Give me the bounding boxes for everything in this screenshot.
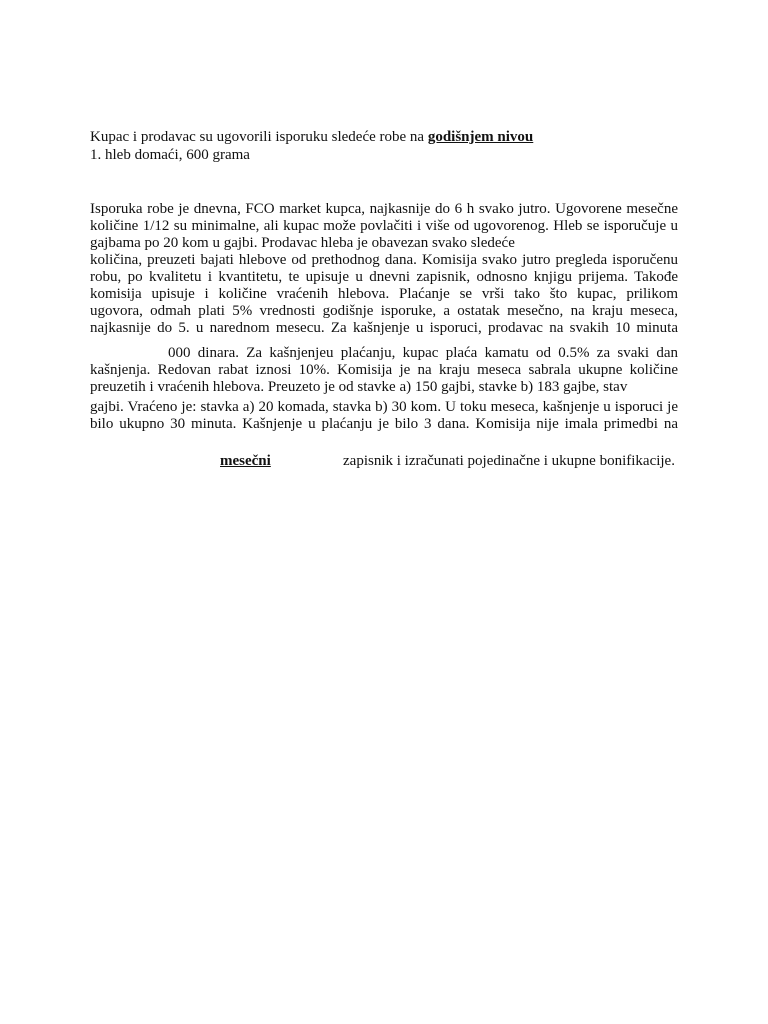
body-line-text: gajbama po 20 kom u gajbi. Prodavac hleba je obavezan svako sledeće: [90, 235, 515, 251]
item-text: 1. hleb domaći, 600 grama: [90, 147, 250, 163]
body-line-text: kašnjenja. Redovan rabat iznosi 10%. Komisija je na kraju meseca sabrala ukupne količine: [90, 362, 678, 378]
closing-emphasis-line: [220, 453, 271, 470]
body-line-text: količine 1/12 su minimalne, ali kupac može povlačiti i više od ugovorenog. Hleb se isporučuje u: [90, 218, 678, 234]
intro-emphasis: godišnjem nivou: [427, 129, 534, 145]
item-line: [90, 147, 250, 164]
body-line-text: preuzetih i vraćenih hlebova. Preuzeto je od stavke a) 150 gajbi, stavke b) 183 gajbe, stav: [90, 379, 628, 395]
body-line: [90, 416, 678, 433]
body-line-text: gajbi. Vraćeno je: stavka a) 20 komada, stavka b) 30 kom. U toku meseca, kašnjenje u isporuci je: [90, 399, 678, 415]
body-line-text: ugovora, odmah plati 5% vrednosti godišnje isporuke, a ostatak mesečno, na kraju meseca,: [90, 303, 678, 319]
body-line-text: najkasnije do 5. u narednom mesecu. Za kašnjenje u isporuci, prodavac na svakih 10 minuta: [90, 320, 678, 336]
body-line-text: komisija upisuje i količine vraćenih hlebova. Plaćanje se vrši tako što kupac, prilikom: [90, 286, 678, 302]
body-line-text: bilo ukupno 30 minuta. Kašnjenje u plaćanju je bilo 3 dana. Komisija nije imala primedbi na: [90, 416, 678, 432]
body-line: [90, 218, 678, 235]
body-line-text: Isporuka robe je dnevna, FCO market kupca, najkasnije do 6 h svako jutro. Ugovorene mesečne: [90, 201, 678, 217]
body-line: [90, 201, 678, 218]
intro-text: Kupac i prodavac su ugovorili isporuku sledeće robe na: [90, 129, 428, 145]
intro-line: [90, 129, 533, 146]
body-line: [90, 303, 678, 320]
body-line: [168, 345, 678, 362]
body-line: [90, 269, 678, 286]
closing-line: [343, 453, 675, 470]
body-line: [90, 379, 627, 396]
closing-text: zapisnik i izračunati pojedinačne i ukupne bonifikacije.: [343, 453, 675, 469]
body-line-text: robu, po kvalitetu i kvantitetu, te upisuje u dnevni zapisnik, odnosno knjigu prijema. Takođe: [90, 269, 678, 285]
closing-emphasis: mesečni: [220, 453, 271, 469]
body-line: [90, 362, 678, 379]
body-line-text: 000 dinara. Za kašnjenjeu plaćanju, kupac plaća kamatu od 0.5% za svaki dan: [168, 345, 678, 361]
body-line: [90, 320, 678, 337]
body-line: [90, 235, 515, 252]
body-line-text: količina, preuzeti bajati hlebove od prethodnog dana. Komisija svako jutro pregleda isporučenu: [90, 252, 678, 268]
body-line: [90, 286, 678, 303]
body-line: [90, 399, 678, 416]
body-line: [90, 252, 678, 269]
